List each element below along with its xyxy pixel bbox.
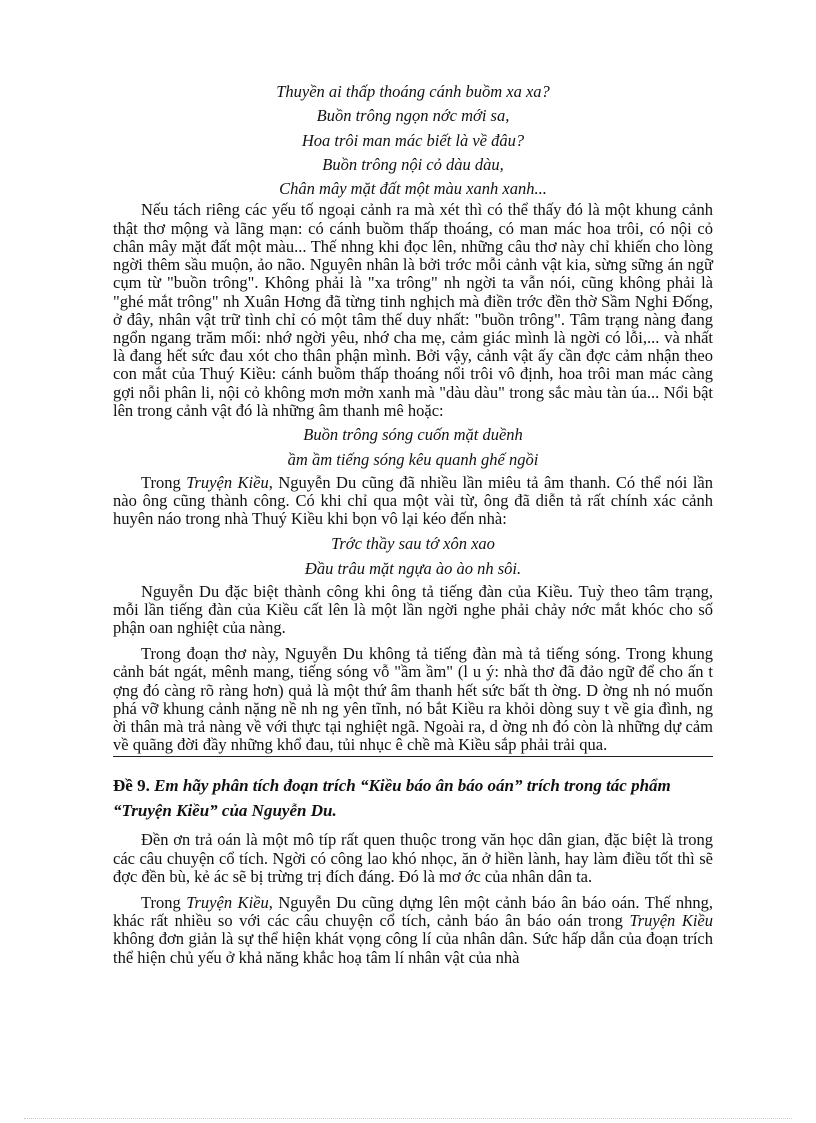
- poem-line: Đầu trâu mặt ngựa ào ào nh sôi.: [304, 558, 522, 578]
- poem-line: ầm ầm tiếng sóng kêu quanh ghế ngồi: [287, 449, 539, 469]
- paragraph-intro-6: [113, 894, 713, 967]
- book-title: Truyện Kiều: [629, 911, 713, 931]
- paragraph-analysis-4: Trong đoạn thơ này, Nguyễn Du không tả tiếng đàn mà tả tiếng sóng. Trong khung cảnh bát ngát, mênh mang, tiếng sóng vỗ "ầm ầm" (l u ý: nhà thơ đã đảo ngữ để cho ấn t ợng đó càng rõ ràng hơn) quả là một thứ âm thanh hết sức bất th ờng. D ờng nh nó muốn phá vỡ khung cảnh nặng nề nh ng yên tĩnh, nó bắt Kiều ra khỏi dòng suy t về gia đình, ng ời thân mà trả nàng về với thực tại nghiệt ngã. Ngoài ra, d ờng nh đó còn là những dự cảm về quãng đời đầy những khổ đau, tủi nhục ê chề mà Kiều sắp phải trải qua.: [113, 644, 713, 755]
- poem-line: Buồn trông sóng cuốn mặt duềnh: [303, 424, 523, 444]
- section-divider: [113, 756, 713, 757]
- poem-line: Buồn trông nội cỏ dàu dàu,: [322, 154, 504, 174]
- poem-line: Chân mây mặt đất một màu xanh xanh...: [279, 179, 547, 199]
- text-run: , Nguyễn Du cũng dựng lên một cảnh báo ân báo oán. Thế nhng, khác rất nhiều so với các câu chuyện cổ tích, cảnh báo ân báo oán trong: [113, 892, 714, 931]
- poem-line: Trớc thầy sau tớ xôn xao: [331, 533, 495, 553]
- poem-line: Hoa trôi man mác biết là về đâu?: [301, 130, 525, 150]
- page-bottom-border: [24, 1118, 792, 1119]
- paragraph-analysis-3: Nguyễn Du đặc biệt thành công khi ông tả tiếng đàn của Kiều. Tuỳ theo tâm trạng, mỗi lần tiếng đàn của Kiều cất lên là một lần ngời nghe phải chảy nớc mắt khóc cho số phận oan nghiệt của nàng.: [113, 581, 713, 637]
- text-run: , Nguyễn Du cũng đã nhiều lần miêu tả âm thanh. Có thể nói lần nào ông cũng thành công. Có khi chỉ qua một vài từ, ông đã diễn tả rất chính xác cảnh huyên náo trong nhà Thuý Kiều khi bọn vô lại kéo đến nhà:: [113, 472, 713, 529]
- exercise-number: Đề 9.: [113, 776, 150, 796]
- text-run: Trong: [141, 472, 187, 492]
- text-run: không đơn giản là sự thể hiện khát vọng công lí của nhân dân. Sức hấp dẫn của đoạn trích thể hiện chủ yếu ở khả năng khắc hoạ tâm lí nhân vật của nhà: [113, 929, 713, 967]
- document-page: [113, 80, 713, 967]
- book-title: Truyện Kiều: [186, 472, 269, 492]
- poem-excerpt-1: [113, 80, 713, 201]
- poem-line: Thuyền ai thấp thoáng cánh buồm xa xa?: [276, 82, 550, 101]
- poem-line: Buồn trông ngọn nớc mới sa,: [316, 106, 510, 126]
- paragraph-analysis-1: Nếu tách riêng các yếu tố ngoại cảnh ra mà xét thì có thể thấy đó là một khung cảnh thật thơ mộng và lãng mạn: có cánh buồm thấp thoáng, có man mác hoa trôi, có nội cỏ chân mây mặt đất một màu... Thế nhng khi đọc lên, những câu thơ này chỉ khiến cho lòng ngời thêm sầu muộn, ảo não. Nguyên nhân là bởi trớc mỗi cảnh vật kia, sừng sững án ngữ cụm từ "buồn trông". Không phải là "xa trông" nh ngời ta vẫn nói, cũng không phải là "ghé mắt trông" nh Xuân Hơng đã từng tinh nghịch mà điền trớc đền thờ Sầm Nghi Đống, ở đây, nhân vật trữ tình chỉ có một tâm thế duy nhất: "buồn trông". Tâm trạng nàng đang ngổn ngang trăm mối: nhớ ngời yêu, nhớ cha mẹ, cảm giác mình là ngời có lỗi,... và nhất là đang hết sức đau xót cho thân phận mình. Bởi vậy, cảnh vật ấy cần đợc cảm nhận theo con mắt của Thuý Kiều: cánh buồm thấp thoáng nổi trôi vô định, hoa trôi man mác càng gợi nỗi phân li, nội cỏ không mơn mởn xanh mà "dàu dàu" trong sắc màu tàn úa... Nổi bật lên trong cảnh vật đó là những âm thanh mê hoặc:: [113, 200, 713, 420]
- book-title: Truyện Kiều: [186, 892, 269, 912]
- exercise-heading: [113, 773, 713, 823]
- poem-excerpt-3: [113, 531, 713, 581]
- paragraph-analysis-2: [113, 474, 713, 529]
- exercise-title: Em hãy phân tích đoạn trích “Kiều báo ân báo oán” trích trong tác phẩm “Truyện Kiều” của Nguyễn Du.: [113, 776, 671, 821]
- paragraph-intro-5: Đền ơn trả oán là một mô típ rất quen thuộc trong văn học dân gian, đặc biệt là trong các câu chuyện cổ tích. Ngời có công lao khó nhọc, ăn ở hiền lành, hay làm điều tốt thì sẽ đợc đền bù, kẻ ác sẽ bị trừng trị đích đáng. Đó là mơ ớc của nhân dân ta.: [113, 830, 713, 886]
- poem-excerpt-2: [113, 422, 713, 472]
- text-run: Trong: [141, 892, 187, 912]
